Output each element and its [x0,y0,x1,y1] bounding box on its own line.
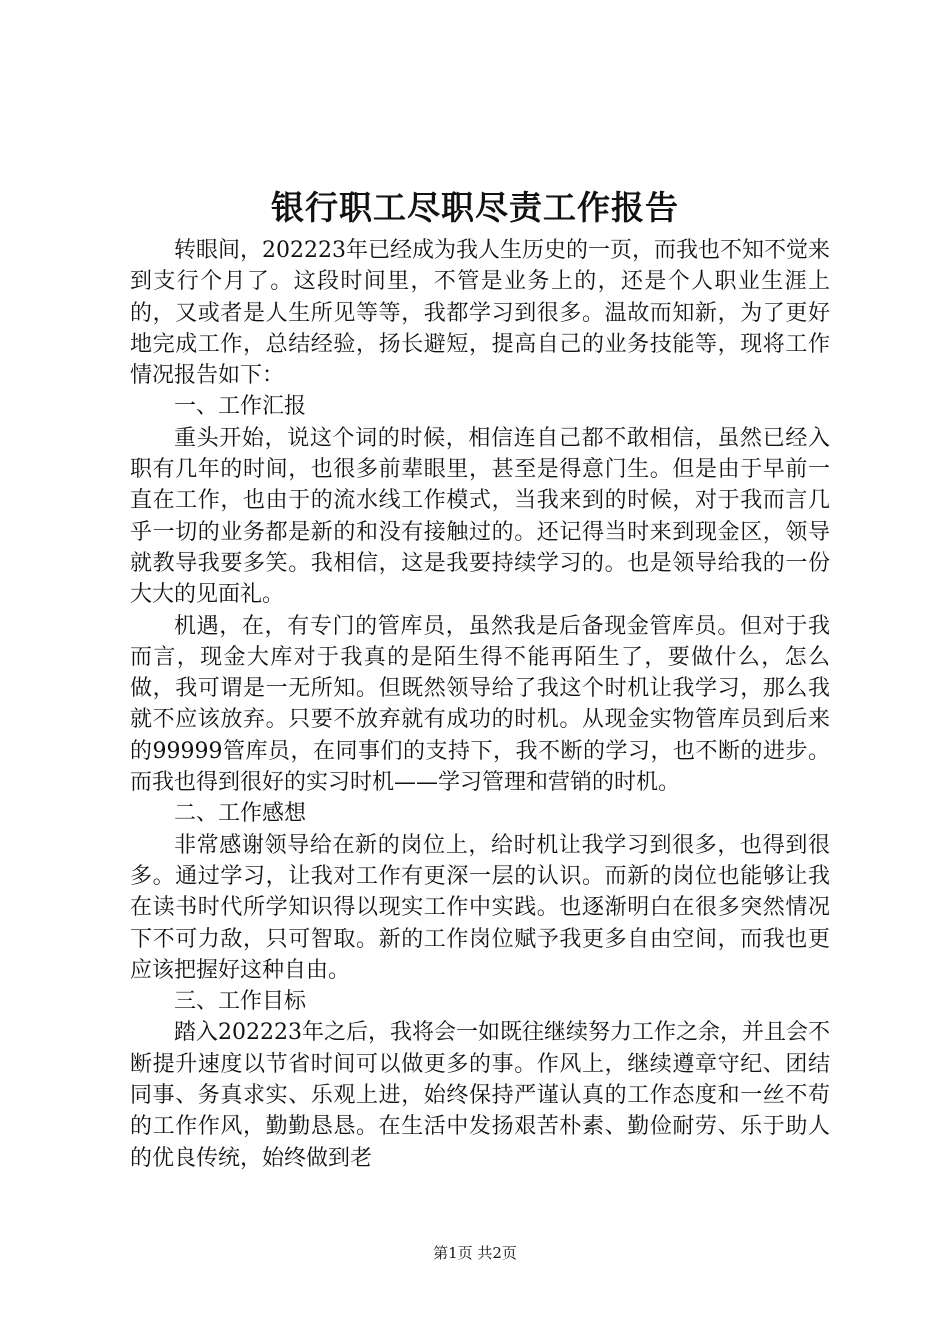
section-heading-goals: 三、工作目标 [174,989,307,1015]
section-heading-reflections: 二、工作感想 [174,801,307,827]
document-body [130,235,830,1174]
paragraph-intro: 转眼间，202223年已经成为我人生历史的一页，而我也不知不觉来到支行个月了。这段时间里，不管是业务上的，还是个人职业生涯上的，又或者是人生所见等等，我都学习到很多。温故而知新，为了更好地完成工作，总结经验，扬长避短，提高自己的业务技能等，现将工作情况报告如下： [130,238,830,389]
paragraph-opportunity: 机遇，在，有专门的管库员，虽然我是后备现金管库员。但对于我而言，现金大库对于我真的是陌生得不能再陌生了，要做什么，怎么做，我可谓是一无所知。但既然领导给了我这个时机让我学习，那么我就不应该放弃。只要不放弃就有成功的时机。从现金实物管库员到后来的99999管库员，在同事们的支持下，我不断的学习，也不断的进步。而我也得到很好的实习时机——学习管理和营销的时机。 [130,613,830,796]
section-heading-work-report: 一、工作汇报 [174,394,307,420]
page-footer: 第1页 共2页 [433,1244,517,1262]
paragraph-reflections: 非常感谢领导给在新的岗位上，给时机让我学习到很多，也得到很多。通过学习，让我对工作有更深一层的认识。而新的岗位也能够让我在读书时代所学知识得以现实工作中实践。也逐渐明白在很多突然情况下不可力敌，只可智取。新的工作岗位赋予我更多自由空间，而我也更应该把握好这种自由。 [130,832,830,983]
paragraph-work-report: 重头开始，说这个词的时候，相信连自己都不敢相信，虽然已经入职有几年的时间，也很多前辈眼里，甚至是得意门生。但是由于早前一直在工作，也由于的流水线工作模式，当我来到的时候，对于我而言几乎一切的业务都是新的和没有接触过的。还记得当时来到现金区，领导就教导我要多笑。我相信，这是我要持续学习的。也是领导给我的一份大大的见面礼。 [130,425,830,608]
document-title: 银行职工尽职尽责工作报告 [271,188,679,227]
paragraph-goals: 踏入202223年之后，我将会一如既往继续努力工作之余，并且会不断提升速度以节省时间可以做更多的事。作风上，继续遵章守纪、团结同事、务真求实、乐观上进，始终保持严谨认真的工作态度和一丝不苟的工作作风，勤勤恳恳。在生活中发扬艰苦朴素、勤俭耐劳、乐于助人的优良传统，始终做到老 [130,1020,830,1171]
